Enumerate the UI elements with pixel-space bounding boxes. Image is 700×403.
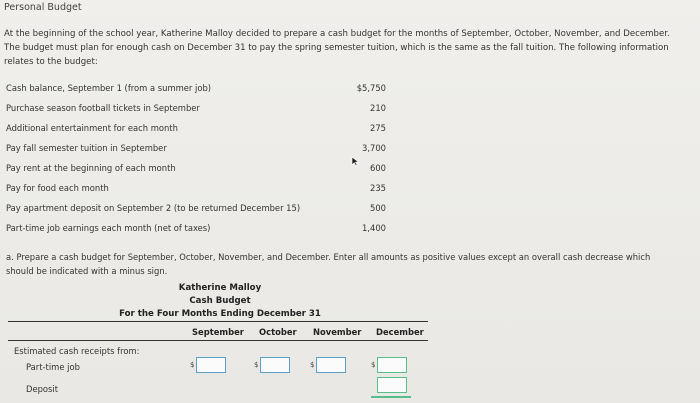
intro-line: At the beginning of the school year, Katherine Malloy decided to prepare a cash budget for the months of September, October, November, and December. [4,29,670,39]
item-value: 235 [370,183,386,193]
item-label: Cash balance, September 1 (from a summer job) [6,83,212,93]
item-label: Pay for food each month [6,183,109,193]
item-label: Part-time job earnings each month (net of taxes) [6,223,211,233]
budget-item-row [6,223,386,237]
budget-person-name: Katherine Malloy [178,283,262,293]
budget-period: For the Four Months Ending December 31 [119,309,321,319]
budget-title: Cash Budget [189,296,251,306]
header-rule [8,321,428,322]
currency-symbol: $ [190,361,195,369]
intro-line: The budget must plan for enough cash on December 31 to pay the spring semester tuition, which is the same as the fall tuition. The following information [4,43,669,53]
page-title: Personal Budget [4,2,82,13]
item-value: 275 [370,123,386,133]
row-label-deposit: Deposit [26,384,59,394]
currency-symbol: $ [371,361,376,369]
input-part-time-job-december[interactable] [377,357,407,373]
section-label-receipts: Estimated cash receipts from: [14,346,140,356]
budget-item-row [6,163,386,177]
problem-intro [4,27,700,69]
row-label-part-time-job: Part-time job [26,362,80,372]
item-label: Pay apartment deposit on September 2 (to be returned December 15) [6,203,301,213]
column-header-november: November [313,327,362,337]
item-label: Purchase season football tickets in September [6,103,200,113]
currency-symbol: $ [310,361,315,369]
item-label: Pay fall semester tuition in September [6,143,167,153]
budget-item-row [6,143,386,157]
item-value: 3,700 [362,143,386,153]
column-header-rule [8,340,428,341]
total-underline [371,396,411,398]
item-value: 210 [370,103,386,113]
column-header-december: December [376,327,424,337]
item-value: $5,750 [356,83,386,93]
budget-item-row [6,123,386,137]
budget-item-row [6,203,386,217]
budget-item-row [6,83,386,97]
input-part-time-job-october[interactable] [260,357,290,373]
mouse-pointer-icon [351,156,360,166]
budget-item-row [6,183,386,197]
input-part-time-job-november[interactable] [316,357,346,373]
column-header-september: September [192,327,244,337]
item-value: 1,400 [362,223,386,233]
column-header-october: October [259,327,297,337]
question-prompt [6,250,650,278]
item-label: Additional entertainment for each month [6,123,178,133]
input-part-time-job-september[interactable] [196,357,226,373]
input-deposit-december[interactable] [377,377,407,393]
intro-line: relates to the budget: [4,57,98,67]
item-value: 500 [370,203,386,213]
question-line: a. Prepare a cash budget for September, October, November, and December. Enter all amounts as positive values except an overall cash decrease which [6,252,651,262]
currency-symbol: $ [254,361,259,369]
question-line: should be indicated with a minus sign. [6,266,168,276]
item-value: 600 [370,163,386,173]
budget-item-row [6,103,386,117]
item-label: Pay rent at the beginning of each month [6,163,176,173]
